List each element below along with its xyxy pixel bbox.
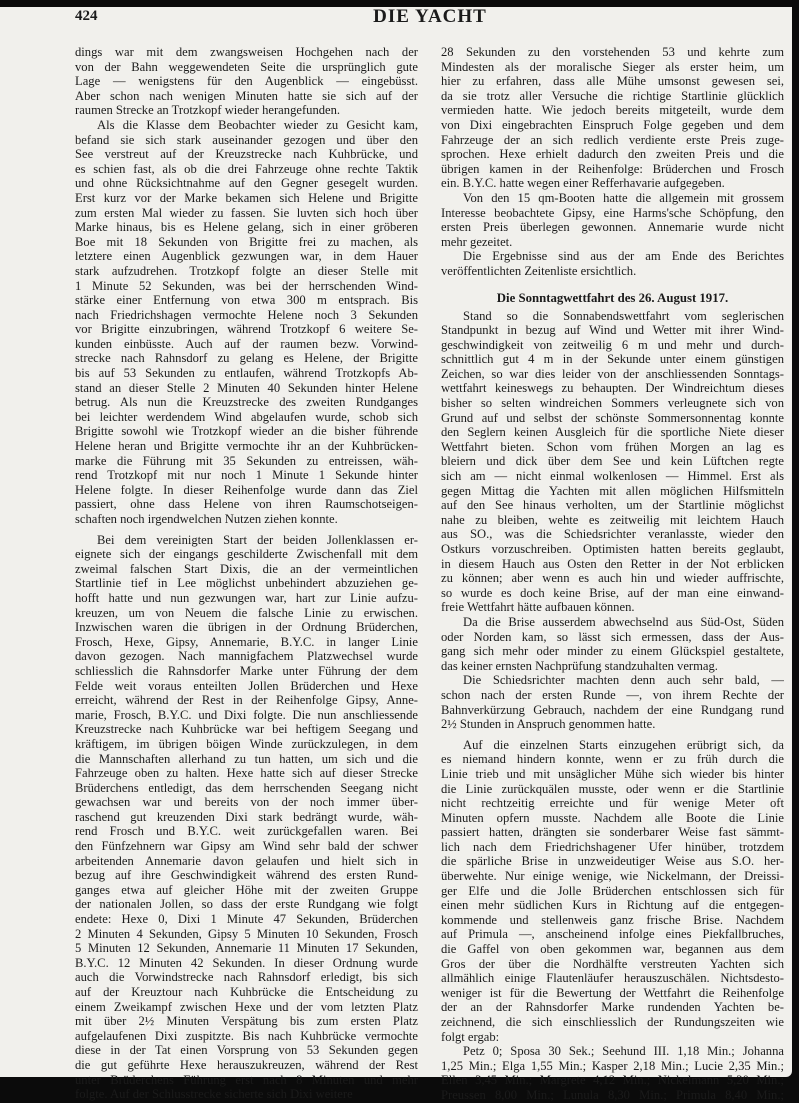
- scanned-page: [0, 6, 792, 1102]
- left-column: [75, 45, 418, 1102]
- section-heading: Die Sonntagwettfahrt des 26. August 1917.: [496, 290, 729, 305]
- paragraph: [441, 738, 784, 1044]
- text-line: einen mehr südlichen Kurs in Richtung auf die entgegen-: [441, 898, 784, 913]
- text-line: Die Ergebnisse sind aus der am Ende des Berichtes: [463, 249, 784, 264]
- text-line: betrug. Als nun die Kreuzstrecke des zweiten Rundganges: [75, 395, 418, 410]
- text-line: passiert hatten, drängten sie sonderbarer Weise fast sämmt-: [441, 825, 784, 840]
- text-line: erreicht, während der Rest in der Reihenfolge Gipsy, Anne-: [75, 693, 418, 708]
- text-line: da sie trotz aller Versuche die richtige Startlinie glücklich: [441, 88, 784, 103]
- text-line: strecke nach Rahnsdorf zu gelang es Helene, der Brigitte: [75, 351, 418, 366]
- text-line: nahe zu bleiben, wehte es zeitweilig mit leichtem Hauch: [441, 512, 784, 527]
- text-line: eignete sich der eingangs geschilderte Zwischenfall mit dem: [75, 547, 418, 562]
- text-line: Zeichen, so war dies leider von der anschliessenden Sonntags-: [441, 366, 784, 381]
- paragraph: [441, 249, 784, 278]
- page-number: 424: [75, 8, 98, 24]
- text-line: schliesslich die Rahnsdorfer Marke unter Führung der dem: [75, 663, 418, 678]
- text-line: den Seglern keinen Ausgleich für die sportliche Niete dieser: [441, 425, 784, 440]
- text-line: Ostkurs vorzuschreiben. Optimisten hatten bereits geglaubt,: [441, 542, 784, 556]
- text-line: 5 Minuten 12 Sekunden, Annemarie 11 Minuten 17 Sekunden,: [75, 941, 418, 956]
- text-line: ger Elfe und die Jolle Brüderchen entschlossen sich für: [441, 883, 784, 898]
- text-line: folgte. Auf der Schlusstrecke sicherte sich Dixi weitere: [75, 1087, 353, 1102]
- text-line: Interesse beobachtete Gipsy, eine Harms'sche Schöpfung, den: [441, 205, 784, 220]
- text-line: rend Frosch und B.Y.C. weit zurückgefallen waren. Bei: [75, 824, 418, 839]
- text-line: und ohne Rücksichtnahme auf den Gegner gesegelt wurden.: [75, 176, 418, 191]
- text-line: gang sich mehr oder minder zu einem Glückspiel gestaltete,: [441, 644, 784, 659]
- text-line: die Mannschaften allerhand zu tun hatten, um sich und die: [75, 751, 418, 766]
- text-line: davon gezogen. Nach mannigfachem Platzwechsel wurde: [75, 649, 418, 664]
- text-line: die spärliche Brise in unzweideutiger Weise aus S.O. her-: [441, 854, 784, 869]
- paragraph: [441, 309, 784, 615]
- paragraph: [441, 615, 784, 673]
- text-line: gegen Mittag die Yachten mit allen möglichen Hilfsmitteln: [441, 483, 784, 498]
- text-line: es schien fast, als ob die drei Fahrzeuge ohne rechte Taktik: [75, 161, 418, 176]
- text-line: oder Norden kam, so lässt sich ermessen, dass der Aus-: [441, 629, 784, 644]
- text-line: aufgelaufenen Dixi zuspitzte. Bis nach Kuhbrücke vermochte: [75, 1028, 418, 1043]
- text-line: dings war mit dem zwangsweisen Hochgehen nach der: [75, 45, 418, 59]
- text-line: überwehte. Nur einige wenige, wie Nickelmann, der Dreissi-: [441, 869, 784, 884]
- text-line: vor Brigitte einzubringen, während Trotzkopf 6 weitere Se-: [75, 322, 418, 337]
- text-line: Ellen 3,45 Min.; Margrete 4,12 Min.; Nickelmann 5,20 Min.;: [441, 1073, 784, 1088]
- text-line: kreuzen, um von Neuem die falsche Linie zu erwischen.: [75, 605, 418, 620]
- text-line: vermieden hatte. Wie jedoch bereits mitgeteilt, wurde dem: [441, 103, 784, 118]
- text-line: Marke hinaus, bis es Helene gelang, sich in einer gröberen: [75, 220, 418, 235]
- text-line: sprochen. Hexe erhielt dadurch den zweiten Preis und die: [441, 147, 784, 162]
- text-line: Erst kurz vor der Marke bekamen sich Helene und Brigitte: [75, 190, 418, 205]
- text-line: stark aufzudrehen. Trotzkopf folgte an dieser Stelle mit: [75, 263, 418, 278]
- text-line: schon nach der ersten Runde —, von ihrem Rechte der: [441, 687, 784, 702]
- text-line: der an der Rahnsdorfer Marke rundenden Yachten be-: [441, 1000, 784, 1015]
- text-line: von Dixi eingebrachten Einspruch Folge gegeben und dem: [441, 117, 784, 132]
- text-line: geschwindigkeit von zeitweilig 6 m und mehr und durch-: [441, 337, 784, 352]
- text-line: endete: Hexe 0, Dixi 1 Minute 47 Sekunden, Brüderchen: [75, 912, 418, 927]
- text-line: es niemand hindern konnte, wenn er zu früh durch die: [441, 752, 784, 767]
- text-line: ersten Preis überlegen gewonnen. Annemarie wurde nicht: [441, 220, 784, 235]
- text-line: sich am — nicht einmal wolkenlosen — Himmel. Erst als: [441, 469, 784, 484]
- text-line: befand sie sich stark auseinander gezogen und über den: [75, 132, 418, 147]
- text-line: auf der Kreuztour nach Kuhbrücke die Entscheidung zu: [75, 985, 418, 999]
- text-line: zeichnend, die sich einschliesslich der Rundungszeiten wie: [441, 1015, 784, 1029]
- text-line: Brüderchens entledigt, das dem herrschenden Seegang nicht: [75, 780, 418, 795]
- text-line: See verstreut auf der Kreuzstrecke nach Kuhbrücke, und: [75, 147, 418, 162]
- text-line: veröffentlichten Zeitenliste ersichtlich.: [441, 263, 637, 278]
- text-line: schaften noch irgendwelchen Nutzen ziehen konnte.: [75, 512, 338, 526]
- right-column: [441, 45, 784, 1103]
- text-line: von der Bahn weggewendeten Seite die ursprünglich gute: [75, 59, 418, 74]
- text-line: freie Wettfahrt hätte aufbauen können.: [441, 600, 635, 615]
- text-line: Frosch, Hexe, Gipsy, Annemarie, B.Y.C. in langer Linie: [75, 634, 418, 649]
- text-line: Die Schiedsrichter machten denn auch sehr bald, —: [463, 673, 784, 688]
- text-line: bis auf 53 Sekunden zu entlaufen, während Trotzkopfs Ab-: [75, 366, 418, 381]
- paragraph: [75, 533, 418, 1102]
- text-line: letztere einen Augenblick gezwungen war, in dem Hauer: [75, 249, 418, 264]
- journal-title: DIE YACHT: [373, 6, 487, 27]
- text-line: 2 Minuten 4 Sekunden, Gipsy 5 Minuten 10 Sekunden, Frosch: [75, 926, 418, 941]
- text-line: auf den See hinaus verholten, um der Startlinie möglichst: [441, 498, 784, 513]
- text-line: Von den 15 qm-Booten hatte die allgemein mit grossem: [463, 190, 784, 205]
- text-line: aus SO., was die Schiedsrichter veranlasste, wieder den: [441, 527, 784, 542]
- text-line: bisher so selten windreichen Sommers verleugnete sich von: [441, 396, 784, 411]
- text-line: ein. B.Y.C. hatte wegen einer Refferhavarie aufgegeben.: [441, 176, 725, 191]
- text-line: so wurde es doch keine Brise, auf der man eine einwand-: [441, 585, 784, 600]
- paragraph: [441, 673, 784, 731]
- text-line: zum ersten Mal wieder zu fassen. Sie luvten sich hoch über: [75, 205, 418, 220]
- text-line: rend Trotzkopf mit nur noch 1 Minute 1 Sekunde hinter: [75, 468, 418, 483]
- text-line: 2½ Stunden in Anspruch genommen hatte.: [441, 717, 656, 732]
- text-line: Inzwischen waren die übrigen in der Ordnung Brüderchen,: [75, 620, 418, 635]
- text-line: zweimal falschen Start Dixis, die an der vermeintlichen: [75, 561, 418, 576]
- text-line: hier zu erfahren, dass alle Mühe umsonst gewesen sei,: [441, 74, 784, 89]
- paragraph: [75, 45, 418, 118]
- text-line: Mindesten als der moralische Sieger als erster heim, um: [441, 59, 784, 74]
- text-line: bei leichter werdendem Wind abgelaufen wurde, schob sich: [75, 409, 418, 424]
- text-line: Auf die einzelnen Starts einzugehen erübrigt sich, da: [463, 737, 784, 752]
- text-line: diese in der Tat einen Vorsprung von 53 Sekunden gegen: [75, 1043, 418, 1058]
- text-line: Brigitte sowohl wie Trotzkopf wieder an die bisher führende: [75, 424, 418, 439]
- text-line: unter Brüderchens Führung erst nach 8 Minuten und mehr: [75, 1072, 418, 1087]
- text-line: in diesem Hauch aus Osten den Retter in der Not erblicken: [441, 556, 784, 571]
- text-line: Bei dem vereinigten Start der beiden Jollenklassen er-: [97, 532, 418, 547]
- text-line: ganges etwa auf gleicher Höhe mit der zweiten Gruppe: [75, 882, 418, 897]
- text-line: weniger ist für die Bewertung der Wettfahrt die Reihenfolge: [441, 985, 784, 1000]
- text-line: nach Friedrichshagen vermochte Helene noch 3 Sekunden: [75, 307, 418, 322]
- text-line: gewachsen war und bereits von der noch immer über-: [75, 795, 418, 810]
- text-line: die gut geführte Hexe herauszukreuzen, während der Rest: [75, 1057, 418, 1072]
- text-line: Wettfahrt bieten. Schon vom frühen Morgen an lag es: [441, 439, 784, 454]
- text-line: die Linie zurückquälen musste, oder wenn er die Startlinie: [441, 781, 784, 796]
- text-line: Da die Brise ausserdem abwechselnd aus Süd-Ost, Süden: [463, 614, 784, 629]
- text-line: marie, Frosch, B.Y.C. und Dixi folgte. Die nun anschliessende: [75, 707, 418, 722]
- text-line: Standpunkt in bezug auf Wind und Wetter mit ihrer Wind-: [441, 323, 784, 338]
- text-line: Als die Klasse dem Beobachter wieder zu Gesicht kam,: [97, 117, 418, 132]
- text-line: bleiern und dick über dem See und kein Lüftchen regte: [441, 454, 784, 469]
- text-line: Petz 0; Sposa 30 Sek.; Seehund III. 1,18 Min.; Johanna: [463, 1044, 784, 1059]
- text-line: Lage — wenigstens für den Augenblick — eingebüsst.: [75, 74, 418, 89]
- text-line: kräftigem, im übrigen böigen Winde zurückzulegen, in dem: [75, 736, 418, 751]
- paragraph: [75, 118, 418, 527]
- text-line: 28 Sekunden zu den vorstehenden 53 und kehrte zum: [441, 45, 784, 59]
- text-line: mehr gezeitet.: [441, 234, 513, 249]
- text-line: Boe mit 18 Sekunden von Brigitte frei zu machen, als: [75, 234, 418, 249]
- text-line: marke die Führung mit 35 Sekunden zu entreissen, wäh-: [75, 453, 418, 468]
- text-line: Preussen 8,00 Min.; Lunula 8,30 Min.; Primula 8,40 Min.;: [441, 1087, 784, 1102]
- text-line: auf Primula —, anscheinend infolge eines Piekfallbruches,: [441, 927, 784, 942]
- text-line: übrigen kamen in der Reihenfolge: Brüderchen und Frosch: [441, 161, 784, 176]
- text-line: Startlinie tief in Lee möglichst unbehindert abzuziehen ge-: [75, 576, 418, 591]
- text-line: zu können; aber wenn es auch hin und wieder auffrischte,: [441, 571, 784, 586]
- text-line: Felde weit voraus enteilten Jollen Brüderchen und Hexe: [75, 678, 418, 693]
- text-line: Stand so die Sonnabendswettfahrt vom seglerischen: [463, 308, 784, 323]
- text-line: Bahnverkürzung Gebrauch, nachdem der eine Rundgang rund: [441, 702, 784, 717]
- text-line: stärke einer Entfernung von etwa 300 m entsprach. Bis: [75, 293, 418, 308]
- text-line: 1,25 Min.; Elga 1,55 Min.; Kasper 2,18 Min.; Lucie 2,35 Min.;: [441, 1058, 784, 1073]
- text-line: wettfahrt keineswegs zu behaupten. Der Windreichtum dieses: [441, 381, 784, 396]
- text-line: folgt ergab:: [441, 1029, 500, 1044]
- text-line: Helene heran und Brigitte vermochte ihr an der Kuhbrücken-: [75, 439, 418, 454]
- text-line: Kreuzstrecke nach Kuhbrücke war bei heftigem Seegang und: [75, 722, 418, 737]
- text-line: raumen Strecke an Trotzkopf wieder herangefunden.: [75, 103, 341, 118]
- text-line: das keiner ernsten Nachprüfung standzuhalten vermag.: [441, 658, 718, 673]
- text-line: schnittlich gut 4 m in der Sekunde unter einem günstigen: [441, 352, 784, 367]
- text-line: lich nach dem Friedrichshagener Ufer hinüber, trotzdem: [441, 839, 784, 854]
- text-line: allmählich einige Flautenläufer herauszuschälen. Nichtsdesto-: [441, 971, 784, 986]
- text-line: passiert, ohne dass Helene von ihren Raumschotseigen-: [75, 497, 418, 512]
- text-line: kunden einbüsste. Auch auf der raumen bezw. Vorwind-: [75, 336, 418, 351]
- text-line: Linie trieb und mit unsäglicher Mühe sich wieder bis hinter: [441, 766, 784, 781]
- text-line: 1 Minute 52 Sekunden, was bei der herrschenden Wind-: [75, 278, 418, 293]
- text-line: der nationalen Jollen, so dass der erste Rundgang wie folgt: [75, 897, 418, 912]
- text-line: Helene folgte. In dieser Reihenfolge wurde dann das Ziel: [75, 482, 418, 497]
- text-line: Minuten opfern musste. Nachdem alle Boote die Linie: [441, 810, 784, 825]
- text-line: stand an dieser Stelle 2 Minuten 40 Sekunden hinter Helene: [75, 380, 418, 395]
- text-line: auch die Vorwindstrecke nach Rahnsdorf erledigt, bis sich: [75, 970, 418, 985]
- text-line: den Fünfzehnern war Gipsy am Wind sehr bald der schwer: [75, 839, 418, 854]
- text-line: mit über 2½ Minuten Verspätung bis zum ersten Platz: [75, 1014, 418, 1029]
- text-line: Grund auf und selbst der schönste Sommersonnentag konnte: [441, 410, 784, 425]
- text-line: B.Y.C. 12 Minuten 42 Sekunden. In dieser Ordnung wurde: [75, 955, 418, 970]
- text-line: raschend gut kreuzenden Dixi stark bedrängt wurde, wäh-: [75, 809, 418, 824]
- text-line: kommende und stellenweis ganz frische Brise. Nachdem: [441, 912, 784, 927]
- text-line: Aber schon nach wenigen Minuten hatte sie sich auf der: [75, 88, 418, 103]
- text-line: nicht rechtzeitig erreichte und für wenige Meter oft: [441, 796, 784, 811]
- text-line: einem Zweikampf zwischen Hexe und der vom letzten Platz: [75, 999, 418, 1014]
- text-line: die Gaffel von oben gekommen war, begannen aus dem: [441, 942, 784, 957]
- text-line: hofft hatte und nun gezwungen war, hart zur Linie aufzu-: [75, 590, 418, 605]
- text-line: arbeitenden Annemarie davon gelaufen und hielt sich in: [75, 853, 418, 868]
- paragraph: [441, 191, 784, 249]
- text-line: Fahrzeuge oben zu halten. Hexe hatte sich auf dieser Strecke: [75, 766, 418, 781]
- text-line: bezug auf ihre Geschwindigkeit während des ersten Rund-: [75, 868, 418, 883]
- text-line: Fahrzeuge der an sich redlich verdiente erste Preis zuge-: [441, 132, 784, 147]
- paragraph: [441, 45, 784, 191]
- text-line: Gros der über die Nordhälfte verstreuten Yachten sich: [441, 956, 784, 971]
- paragraph: [441, 1044, 784, 1102]
